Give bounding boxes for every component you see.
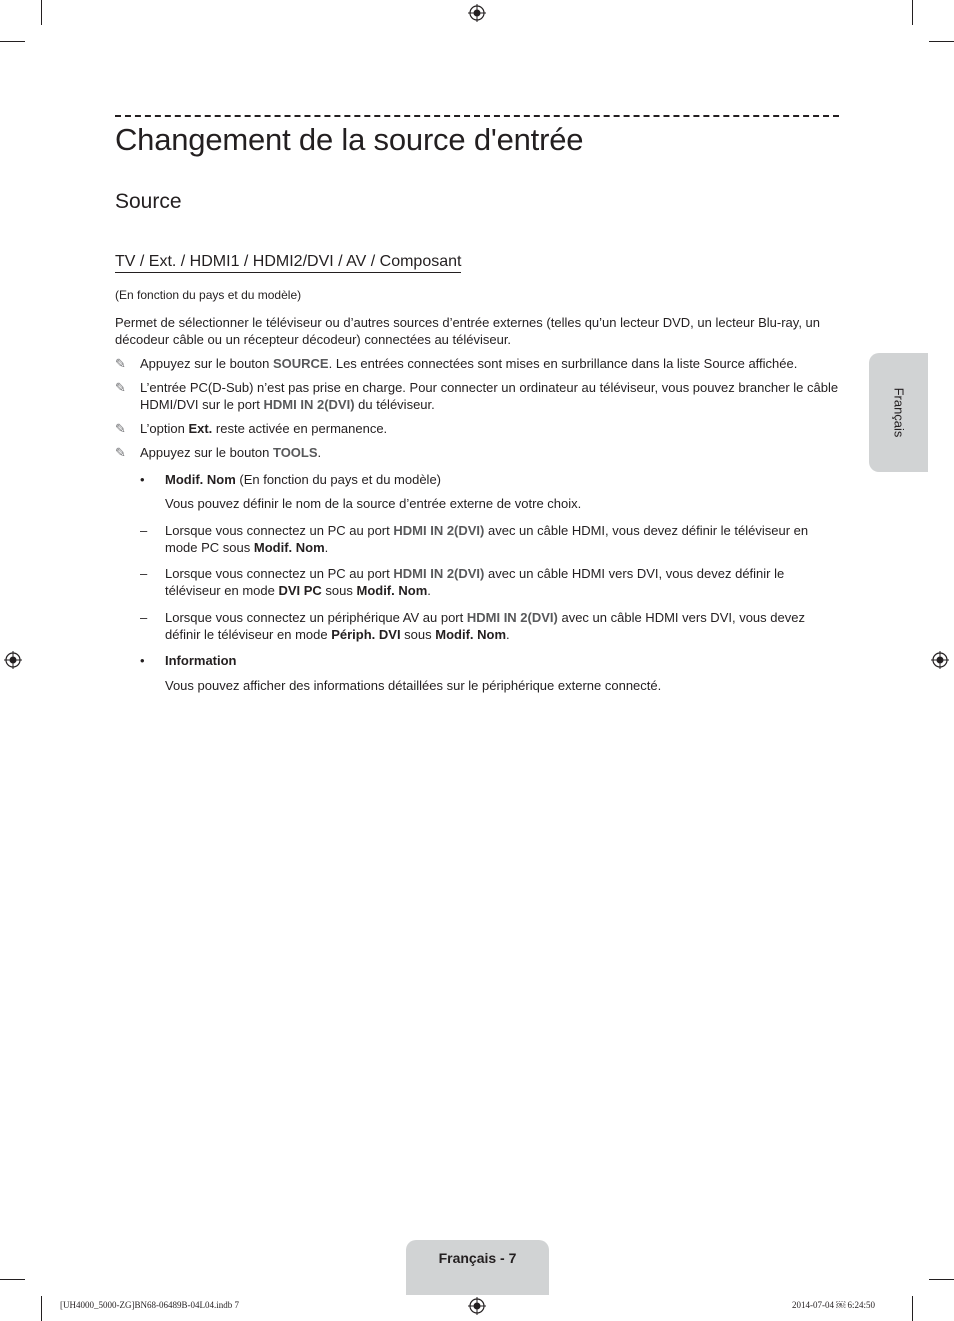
note-item: ✎ L’option Ext. reste activée en permanence. — [115, 421, 388, 436]
page-number: Français - 7 — [438, 1250, 517, 1266]
dash-marker: – — [140, 566, 148, 581]
availability-note: (En fonction du pays et du modèle) — [115, 288, 302, 302]
registration-mark-icon — [931, 651, 949, 669]
list-item: • Information — [140, 653, 237, 668]
list-item: – Lorsque vous connectez un PC au port HDMI IN 2(DVI) avec un câble HDMI, vous devez définir le téléviseur en mode PC sous Modif. Nom. — [140, 523, 809, 555]
page-title: Changement de la source d'entrée — [115, 122, 584, 157]
subsection-heading: TV / Ext. / HDMI1 / HDMI2/DVI / AV / Composant — [115, 253, 461, 273]
note-pencil-icon: ✎ — [115, 380, 126, 395]
list-item-description: Vous pouvez afficher des informations détaillées sur le périphérique externe connecté. — [165, 678, 662, 693]
registration-mark-icon — [468, 1297, 486, 1315]
note-item: ✎ Appuyez sur le bouton SOURCE. Les entrées connectées sont mises en surbrillance dans la liste Source affichée. — [115, 356, 798, 371]
language-side-tab-label: Français — [890, 387, 906, 438]
dash-marker: – — [140, 610, 148, 625]
page-number-tab — [406, 1240, 549, 1295]
crop-mark — [929, 1279, 954, 1280]
bullet-marker: • — [140, 653, 145, 668]
crop-mark — [0, 1279, 25, 1280]
print-slug-timestamp: 2014-07-04 ￼ 6:24:50 — [792, 1300, 875, 1310]
note-pencil-icon: ✎ — [115, 421, 126, 436]
title-divider — [115, 115, 839, 117]
crop-mark — [41, 0, 42, 25]
section-heading: Source — [115, 190, 182, 213]
bullet-marker: • — [140, 472, 145, 487]
dash-marker: – — [140, 523, 148, 538]
registration-mark-icon — [4, 651, 22, 669]
print-slug-file: [UH4000_5000-ZG]BN68-06489B-04L04.indb 7 — [60, 1300, 239, 1310]
crop-mark — [41, 1296, 42, 1321]
intro-paragraph: Permet de sélectionner le téléviseur ou d’autres sources d’entrée externes (telles qu’un lecteur DVD, un lecteur Blu-ray, un décodeur câble ou un récepteur décodeur) connectées au téléviseur. — [115, 315, 821, 347]
note-item: ✎ L’entrée PC(D-Sub) n’est pas prise en charge. Pour connecter un ordinateur au téléviseur, vous pouvez brancher le câble HDMI/DVI sur le port HDMI IN 2(DVI) du téléviseur. — [115, 380, 839, 412]
crop-mark — [929, 41, 954, 42]
crop-mark — [912, 1296, 913, 1321]
crop-mark — [0, 41, 25, 42]
crop-mark — [912, 0, 913, 25]
note-item: ✎ Appuyez sur le bouton TOOLS. — [115, 445, 322, 460]
note-pencil-icon: ✎ — [115, 445, 126, 460]
list-item: – Lorsque vous connectez un PC au port HDMI IN 2(DVI) avec un câble HDMI vers DVI, vous devez définir le téléviseur en mode DVI PC sous Modif. Nom. — [140, 566, 785, 598]
list-item: • Modif. Nom (En fonction du pays et du modèle) — [140, 472, 441, 487]
list-item-description: Vous pouvez définir le nom de la source d’entrée externe de votre choix. — [165, 496, 582, 511]
note-pencil-icon: ✎ — [115, 356, 126, 371]
list-item: – Lorsque vous connectez un périphérique AV au port HDMI IN 2(DVI) avec un câble HDMI vers DVI, vous devez définir le téléviseur en mode Périph. DVI sous Modif. Nom. — [140, 610, 805, 642]
registration-mark-icon — [468, 4, 486, 22]
